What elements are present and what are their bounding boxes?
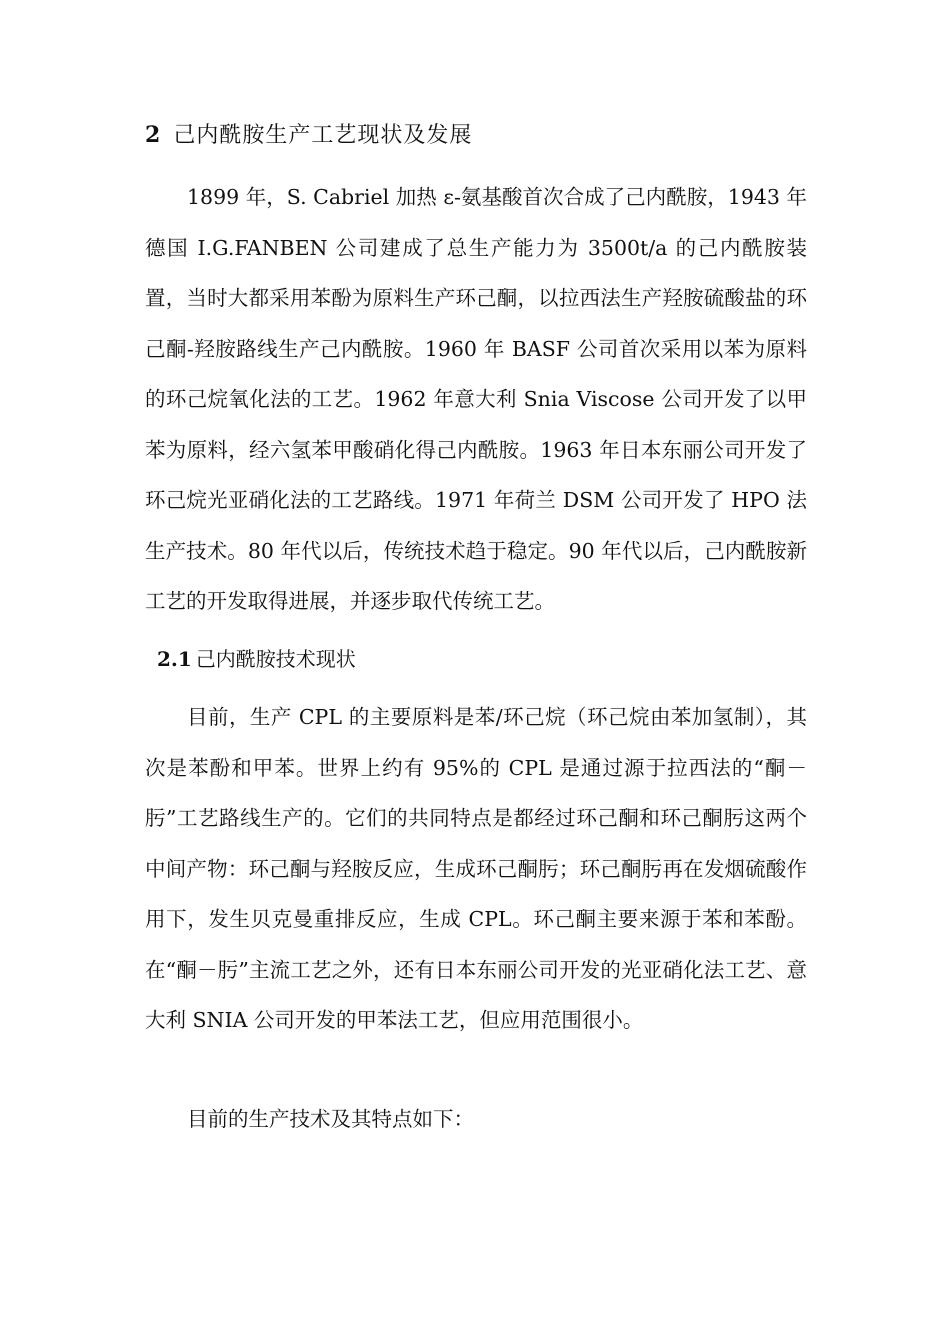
section-heading bbox=[145, 118, 472, 153]
history-paragraph: 1899 年，S. Cabriel 加热 ε-氨基酸首次合成了己内酰胺，1943 年德国 I.G.FANBEN 公司建成了总生产能力为 3500t/a 的己内酰胺装置，当时大都采用苯酚为原料生产环己酮，以拉西法生产羟胺硫酸盐的环己酮-羟胺路线生产己内酰胺。1960 年 BASF 公司首次采用以苯为原料的环己烷氧化法的工艺。1962 年意大利 Snia Viscose 公司开发了以甲苯为原料，经六氢苯甲酸硝化得己内酰胺。1963 年日本东丽公司开发了环己烷光亚硝化法的工艺路线。1971 年荷兰 DSM 公司开发了 HPO 法生产技术。80 年代以后，传统技术趋于稳定。90 年代以后，己内酰胺新工艺的开发取得进展，并逐步取代传统工艺。 bbox=[145, 185, 807, 613]
section-number: 2 bbox=[145, 122, 162, 148]
intro-list-paragraph: 目前的生产技术及其特点如下： bbox=[187, 1107, 474, 1131]
technology-status-paragraph: 目前，生产 CPL 的主要原料是苯/环己烷（环己烷由苯加氢制），其次是苯酚和甲苯。世界上约有 95%的 CPL 是通过源于拉西法的“酮－肟”工艺路线生产的。它们的共同特点是都经过环己酮和环己酮肟这两个中间产物：环己酮与羟胺反应，生成环己酮肟；环己酮肟再在发烟硫酸作用下，发生贝克曼重排反应，生成 CPL。环己酮主要来源于苯和苯酚。在“酮－肟”主流工艺之外，还有日本东丽公司开发的光亚硝化法工艺、意大利 SNIA 公司开发的甲苯法工艺，但应用范围很小。 bbox=[145, 705, 807, 1032]
subsection-title: 己内酰胺技术现状 bbox=[195, 647, 356, 671]
section-title: 己内酰胺生产工艺现状及发展 bbox=[173, 123, 473, 148]
subsection-heading bbox=[157, 642, 356, 676]
subsection-number: 2.1 bbox=[157, 647, 192, 671]
